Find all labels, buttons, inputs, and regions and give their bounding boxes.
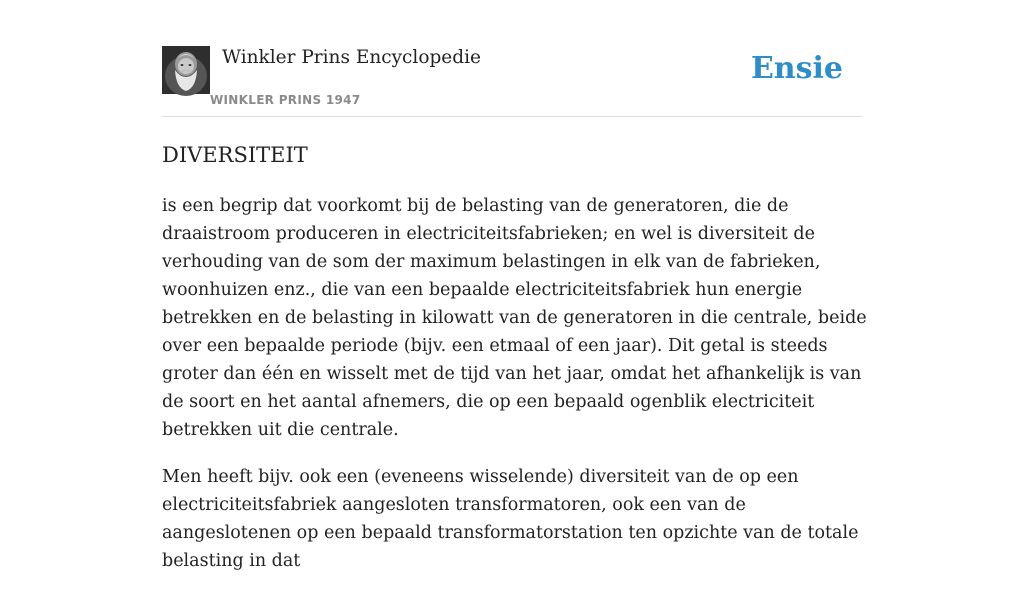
article-body [162, 192, 867, 594]
author-avatar[interactable] [162, 46, 210, 94]
bearded-man-portrait-icon [162, 46, 210, 94]
site-header [162, 46, 862, 117]
article-title: DIVERSITEIT [162, 143, 308, 167]
site-name[interactable]: Winkler Prins Encyclopedie [222, 47, 481, 68]
article-paragraph: is een begrip dat voorkomt bij de belasting van de generatoren, die de draaistroom produceren in electriciteitsfabrieken; en wel is diversiteit de verhouding van de som der maximum belastingen in elk van de fabrieken, woonhuizen enz., die van een bepaalde electriciteitsfabriek hun energie betrekken en de belasting in kilowatt van de generatoren in die centrale, beide over een bepaalde periode (bijv. een etmaal of een jaar). Dit getal is steeds groter dan één en wisselt met de tijd van het jaar, omdat het afhankelijk is van de soort en het aantal afnemers, die op een bepaald ogenblik electriciteit betrekken uit die centrale. [162, 196, 867, 440]
ensie-logo[interactable]: Ensie [750, 51, 843, 86]
edition-label[interactable]: WINKLER PRINS 1947 [210, 93, 361, 107]
article-paragraph: Men heeft bijv. ook een (eveneens wisselende) diversiteit van de op een electriciteitsfabriek aangesloten transformatoren, ook een van de aangeslotenen op een bepaald transformatorstation ten opzichte van de totale belasting in dat [162, 467, 859, 571]
